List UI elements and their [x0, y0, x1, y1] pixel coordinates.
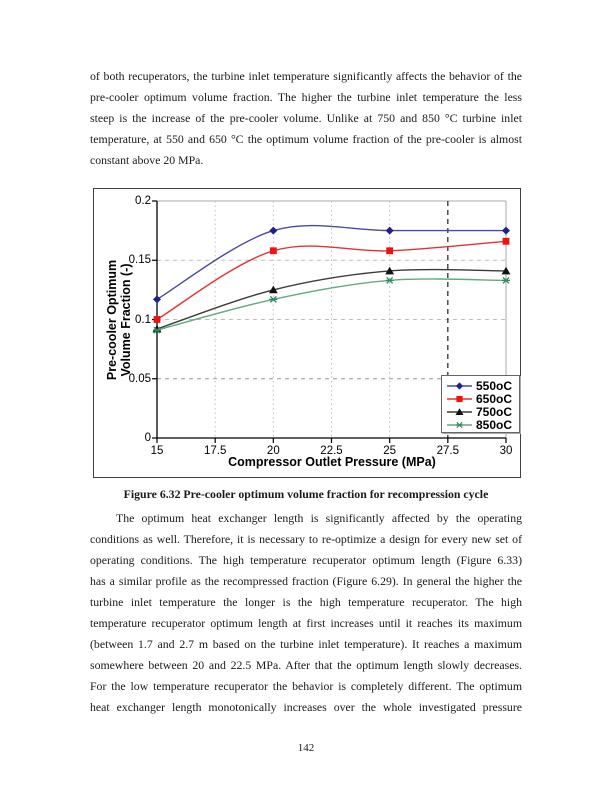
series-line-650oC [157, 241, 506, 319]
x-tick-label: 20 [266, 445, 280, 457]
x-tick-label: 25 [383, 445, 397, 457]
legend-item-850oC [446, 418, 514, 431]
legend-label: 750oC [476, 404, 513, 419]
text-line: For the low temperature recuperator the behavior is completely different. The optimum [90, 679, 522, 693]
diamond-marker [153, 295, 161, 303]
text-line: heat exchanger length monotonically increases over the whole investigated pressure [90, 700, 522, 714]
chart-plot-area [94, 189, 519, 476]
figure-caption: Figure 6.32 Pre-cooler optimum volume fraction for recompression cycle [123, 487, 489, 501]
square-marker [154, 316, 161, 323]
legend-sample-icon [446, 406, 473, 418]
diamond-marker [269, 227, 277, 235]
text-line: temperature, at 550 and 650 °C the optimum volume fraction of the pre-cooler is almost [90, 132, 522, 146]
text-line: constant above 20 MPa. [90, 153, 204, 167]
diamond-marker [502, 227, 510, 235]
text-line: somewhere between 20 and 22.5 MPa. After that the optimum length slowly decreases. [90, 658, 522, 672]
y-tick-label: 0.1 [135, 313, 151, 326]
text-line: operating conditions. The high temperature recuperator optimum length (Figure 6.33) [90, 553, 522, 567]
text-line: of both recuperators, the turbine inlet temperature significantly affects the behavior of the [90, 69, 522, 83]
page-number: 142 [297, 742, 315, 754]
square-marker [503, 238, 510, 245]
line-chart [94, 189, 522, 479]
y-axis-title-line2: Volume Fraction (-) [119, 263, 133, 377]
legend-sample-icon [446, 380, 473, 392]
x-tick-label: 15 [150, 445, 164, 457]
paragraph-1 [90, 66, 522, 171]
y-axis-title-line1: Pre-cooler Optimum [105, 259, 119, 381]
x-axis-title: Compressor Outlet Pressure (MPa) [228, 455, 436, 469]
text-line: steep is the increase of the pre-cooler volume. Unlike at 750 and 850 °C turbine inlet [90, 111, 522, 125]
text-line: has a similar profile as the recompressed fraction (Figure 6.29). In general the higher the [90, 574, 522, 588]
text-line: The optimum heat exchanger length is significantly affected by the operating [116, 511, 522, 525]
legend-item-650oC [446, 392, 514, 405]
text-line: turbine inlet temperature the longer is the high temperature recuperator. The high [90, 595, 522, 609]
paragraph-2 [90, 508, 522, 718]
y-tick-label: 0.15 [128, 254, 151, 267]
legend-label: 650oC [476, 391, 513, 406]
legend-sample-icon [446, 419, 473, 431]
chart-legend [441, 375, 520, 433]
y-tick-label: 0 [144, 432, 151, 444]
x-tick-label: 27.5 [436, 445, 460, 457]
legend-sample-icon [446, 393, 473, 405]
x-tick-label: 22.5 [320, 445, 343, 457]
text-line: pre-cooler optimum volume fraction. The higher the turbine inlet temperature the less [90, 90, 522, 104]
legend-item-550oC [446, 379, 514, 392]
legend-label: 550oC [476, 378, 513, 393]
figure-6-32-chart [93, 188, 521, 478]
text-line: temperature recuperator optimum length at first increases until it reaches its maximum [90, 616, 522, 630]
y-tick-label: 0.05 [128, 372, 151, 385]
square-marker [386, 247, 393, 254]
legend-item-750oC [446, 405, 514, 418]
series-line-750oC [157, 270, 506, 329]
y-tick-label: 0.2 [135, 195, 151, 207]
legend-label: 850oC [476, 417, 513, 432]
x-tick-label: 17.5 [203, 445, 227, 457]
text-line: (between 1.7 and 2.7 m based on the turbine inlet temperature). It reaches a maximum [90, 637, 522, 651]
text-line: conditions as well. Therefore, it is necessary to re-optimize a design for every new set of [90, 532, 522, 546]
x-tick-label: 30 [499, 445, 513, 457]
square-marker [270, 247, 277, 254]
diamond-marker [386, 227, 394, 235]
